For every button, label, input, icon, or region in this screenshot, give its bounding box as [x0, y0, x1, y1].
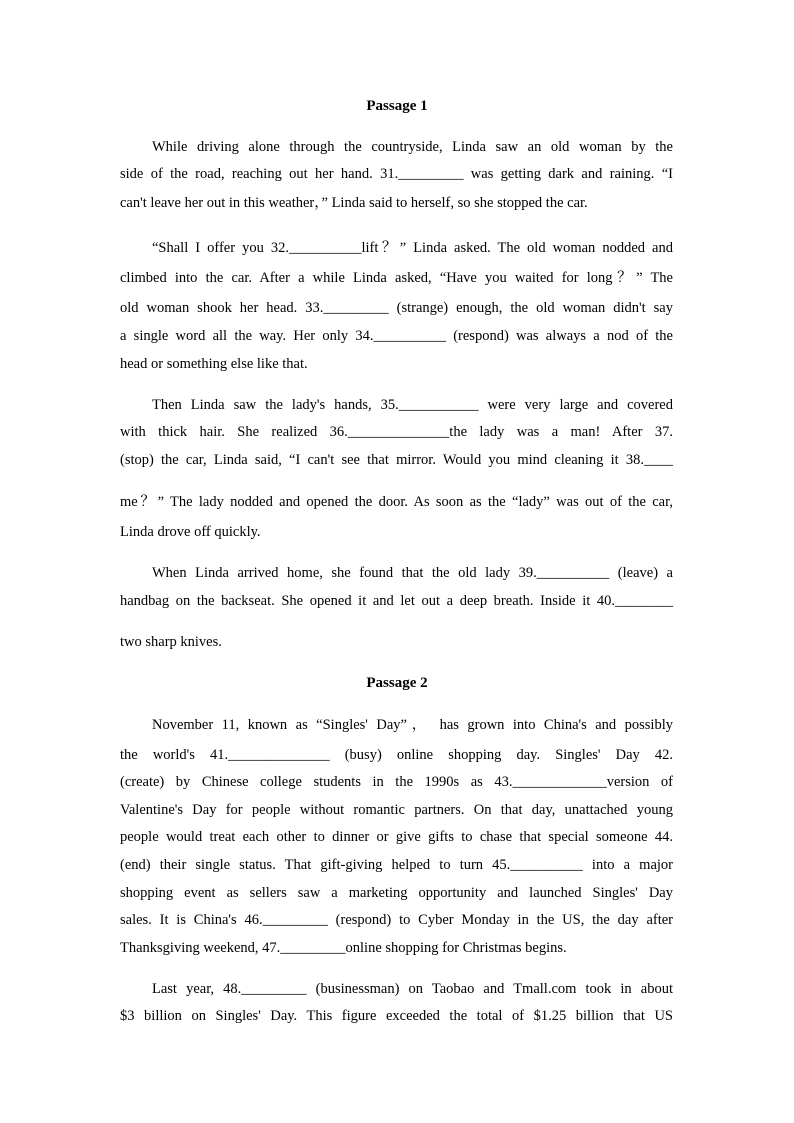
passage-1-line: climbed into the car. After a while Linda asked, “Have you waited for long？” The — [120, 270, 673, 286]
passage-1-line: Then Linda saw the lady's hands, 35.___________ were very large and covered — [152, 397, 673, 413]
passage-1-title: Passage 1 — [366, 98, 428, 114]
passage-2-line: Last year, 48._________ (businessman) on Taobao and Tmall.com took in about — [152, 981, 673, 997]
passage-2-title: Passage 2 — [366, 675, 428, 691]
passage-2-line: Thanksgiving weekend, 47._________online shopping for Christmas begins. — [120, 940, 567, 956]
passage-1-line: When Linda arrived home, she found that the old lady 39.__________ (leave) a — [152, 565, 673, 581]
passage-1-line: a single word all the way. Her only 34.__________ (respond) was always a nod of the — [120, 328, 673, 344]
passage-2-line: shopping event as sellers saw a marketing opportunity and launched Singles' Day — [120, 885, 673, 901]
passage-2-line: sales. It is China's 46._________ (respond) to Cyber Monday in the US, the day after — [120, 912, 673, 928]
passage-2-line: Valentine's Day for people without romantic partners. On that day, unattached young — [120, 802, 673, 818]
passage-1-line: “Shall I offer you 32.__________lift？” Linda asked. The old woman nodded and — [152, 240, 673, 256]
passage-2-line: $3 billion on Singles' Day. This figure exceeded the total of $1.25 billion that US — [120, 1008, 673, 1024]
passage-1-line: side of the road, reaching out her hand. 31._________ was getting dark and raining. “I — [120, 166, 673, 182]
passage-1-line: Linda drove off quickly. — [120, 524, 261, 540]
passage-2-line: (end) their single status. That gift-giving helped to turn 45.__________ into a major — [120, 857, 673, 873]
passage-2-line: the world's 41.______________ (busy) online shopping day. Singles' Day 42. — [120, 747, 673, 763]
passage-1-line: two sharp knives. — [120, 634, 222, 650]
passage-1-line: me？” The lady nodded and opened the door. As soon as the “lady” was out of the car, — [120, 494, 673, 510]
passage-1-line: old woman shook her head. 33._________ (strange) enough, the old woman didn't say — [120, 300, 673, 316]
passage-1-line: While driving alone through the countryside, Linda saw an old woman by the — [152, 139, 673, 155]
passage-1-line: (stop) the car, Linda said, “I can't see that mirror. Would you mind cleaning it 38.____ — [120, 452, 673, 468]
passage-1-line: with thick hair. She realized 36.______________the lady was a man! After 37. — [120, 424, 673, 440]
passage-2-line: (create) by Chinese college students in the 1990s as 43._____________version of — [120, 774, 673, 790]
passage-2-line: people would treat each other to dinner or give gifts to chase that special someone 44. — [120, 829, 673, 845]
passage-1-line: head or something else like that. — [120, 356, 308, 372]
passage-1-line: can't leave her out in this weather，” Linda said to herself, so she stopped the car. — [120, 195, 588, 211]
passage-2-line: November 11, known as “Singles' Day”， has grown into China's and possibly — [152, 717, 673, 733]
passage-1-line: handbag on the backseat. She opened it and let out a deep breath. Inside it 40.________ — [120, 593, 673, 609]
